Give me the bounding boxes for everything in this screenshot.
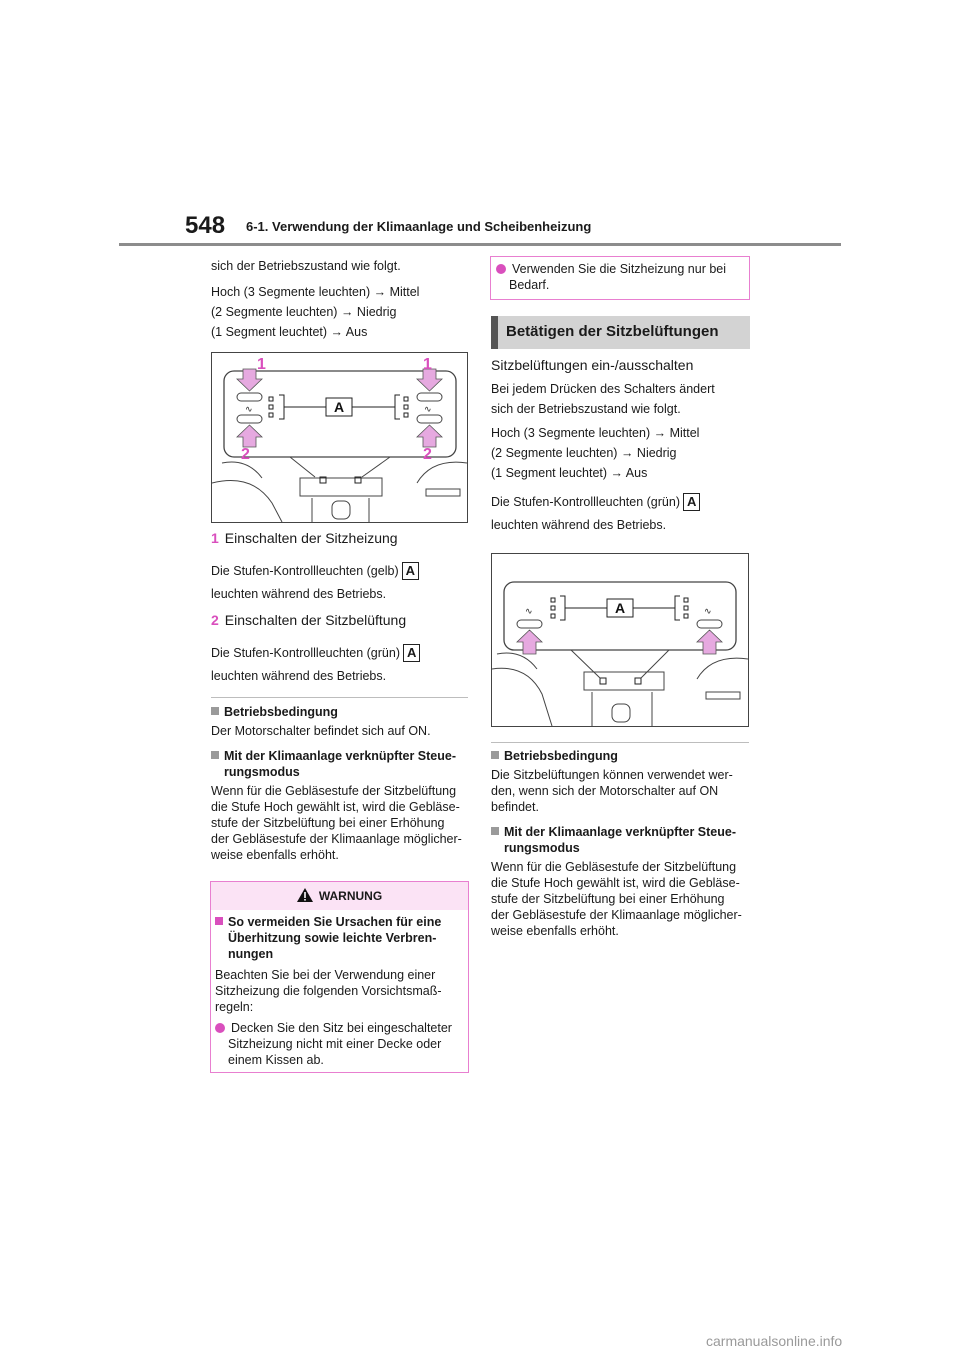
linked-text-5: weise ebenfalls erhöht. [211,848,339,862]
right-seq-2: (2 Segmente leuchten) → Niedrig [491,446,677,460]
right-lamp-text: Die Stufen-Kontrollleuchten (grün) [491,495,680,509]
warning-title: WARNUNG [318,889,383,903]
item-2-text: Die Stufen-Kontrollleuchten (grün) [211,646,400,660]
item-1-heading [211,530,473,546]
item-2-number: 2 [211,612,219,628]
divider-right [491,742,749,743]
right-linked-title [491,824,753,840]
item-1-text-a [211,562,473,580]
right-linked-text-5: weise ebenfalls erhöht. [491,924,619,938]
warning-bullet-3: einem Kissen ab. [228,1053,324,1067]
right-intro [491,357,753,533]
item-2-title: Einschalten der Sitzbelüftung [224,612,407,628]
sequence-line-1: Hoch (3 Segmente leuchten) → Mittel [211,285,420,299]
right-intro-2: sich der Betriebszustand wie folgt. [491,402,681,416]
linked-text-2: die Stufe Hoch gewählt ist, wird die Gebläse- [211,800,460,814]
top-bullet-2: Bedarf. [509,278,550,292]
caution-box-content [496,261,746,293]
right-lamp-a [491,493,753,511]
right-linked-text-1: Wenn für die Gebläsestufe der Sitzbelüftung [491,860,737,874]
svg-text:∿: ∿ [525,607,533,617]
right-cond-title [491,748,753,764]
linked-text-4: der Gebläsestufe der Klimaanlage möglicher- [211,832,462,846]
page-number: 548 [185,212,226,239]
svg-text:∿: ∿ [424,405,432,415]
top-bullet-1 [496,261,746,277]
linked-text-3: stufe der Sitzbelüftung bei einer Erhöhung [211,816,445,830]
warning-header [211,882,468,910]
warning-sub-3: nungen [228,947,274,961]
header-rule [119,243,841,246]
linked-title-line-2: rungsmodus [224,765,300,779]
section-title: Betätigen der Sitzbelüftungen [491,316,750,349]
right-linked-text-2: die Stufe Hoch gewählt ist, wird die Gebläse- [491,876,740,890]
warning-sub-2: Überhitzung sowie leichte Verbren- [228,931,437,945]
intro-text: sich der Betriebszustand wie folgt. [211,259,401,273]
svg-text:∿: ∿ [704,607,712,617]
warning-bullet-1 [215,1020,465,1036]
cond-title-text: Betriebsbedingung [224,705,338,719]
linked-text-1: Wenn für die Gebläsestufe der Sitzbelüftung [211,784,457,798]
warning-sub-1 [215,914,465,930]
ventilation-illustration [492,554,748,726]
square-bullet-icon [491,751,499,759]
seat-heater-switch-figure [211,352,468,523]
warning-text-2: Sitzheizung die folgenden Vorsichtsmaß- [215,984,442,998]
left-items [211,530,473,684]
left-conditions [211,704,473,863]
right-intro-1: Bei jedem Drücken des Schalters ändert [491,382,715,396]
sequence-line-3: (1 Segment leuchtet) → Aus [211,325,368,339]
sub-title: Sitzbelüftungen ein-/ausschalten [491,357,694,373]
badge-a: A [403,644,420,662]
chapter-header: 6-1. Verwendung der Klimaanlage und Scheibenheizung [246,219,592,234]
right-cond-text-1: Die Sitzbelüftungen können verwendet wer- [491,768,733,782]
warning-triangle-icon [297,888,313,902]
right-seq-1: Hoch (3 Segmente leuchten) → Mittel [491,426,700,440]
right-linked-title-line-1: Mit der Klimaanlage verknüpfter Steue- [504,825,737,839]
left-intro [211,258,473,340]
item-1-number: 1 [211,530,219,546]
watermark: carmanualsonline.info [706,1333,843,1349]
top-bullet-text-1: Verwenden Sie die Sitzheizung nur bei [512,262,727,276]
callout-1-right: 1 [423,356,432,373]
square-bullet-icon [215,917,223,925]
right-conditions [491,748,753,939]
seat-ventilation-switch-figure [491,553,749,727]
callout-2-left: 2 [241,446,250,463]
square-bullet-icon [211,751,219,759]
label-a-right-figure: A [614,600,626,616]
warning-text-1: Beachten Sie bei der Verwendung einer [215,968,436,982]
linked-title-line-1: Mit der Klimaanlage verknüpfter Steue- [224,749,457,763]
linked-title [211,748,473,764]
right-linked-title-line-2: rungsmodus [504,841,580,855]
square-bullet-icon [491,827,499,835]
item-2-text-a [211,644,473,662]
badge-a: A [683,493,700,511]
cond-text: Der Motorschalter befindet sich auf ON. [211,724,431,738]
item-2-heading [211,612,473,628]
sequence-line-2: (2 Segmente leuchten) → Niedrig [211,305,397,319]
bullet-dot-icon [496,264,506,274]
right-seq-3: (1 Segment leuchtet) → Aus [491,466,648,480]
bullet-dot-icon [215,1023,225,1033]
label-a-left-figure: A [333,399,345,415]
item-1-text: Die Stufen-Kontrollleuchten (gelb) [211,564,399,578]
callout-1-left: 1 [257,356,266,373]
svg-text:∿: ∿ [245,405,253,415]
item-2-text-b: leuchten während des Betriebs. [211,669,387,683]
warning-bullet-2: Sitzheizung nicht mit einer Decke oder [228,1037,442,1051]
right-linked-text-3: stufe der Sitzbelüftung bei einer Erhöhung [491,892,725,906]
cond-title [211,704,473,720]
right-cond-text-3: befindet. [491,800,539,814]
warning-sub-text-1: So vermeiden Sie Ursachen für eine [228,915,442,929]
right-linked-text-4: der Gebläsestufe der Klimaanlage möglicher- [491,908,742,922]
item-1-title: Einschalten der Sitzheizung [224,530,398,546]
right-lamp-b: leuchten während des Betriebs. [491,518,667,532]
switch-illustration [212,353,467,522]
right-cond-text-2: den, wenn sich der Motorschalter auf ON [491,784,719,798]
divider-left [211,697,468,698]
badge-a: A [402,562,419,580]
warning-body [215,914,465,1068]
square-bullet-icon [211,707,219,715]
warning-text-3: regeln: [215,1000,254,1014]
right-cond-title-text: Betriebsbedingung [504,749,618,763]
item-1-text-b: leuchten während des Betriebs. [211,587,387,601]
warning-bullet-text-1: Decken Sie den Sitz bei eingeschalteter [231,1021,452,1035]
callout-2-right: 2 [423,446,432,463]
